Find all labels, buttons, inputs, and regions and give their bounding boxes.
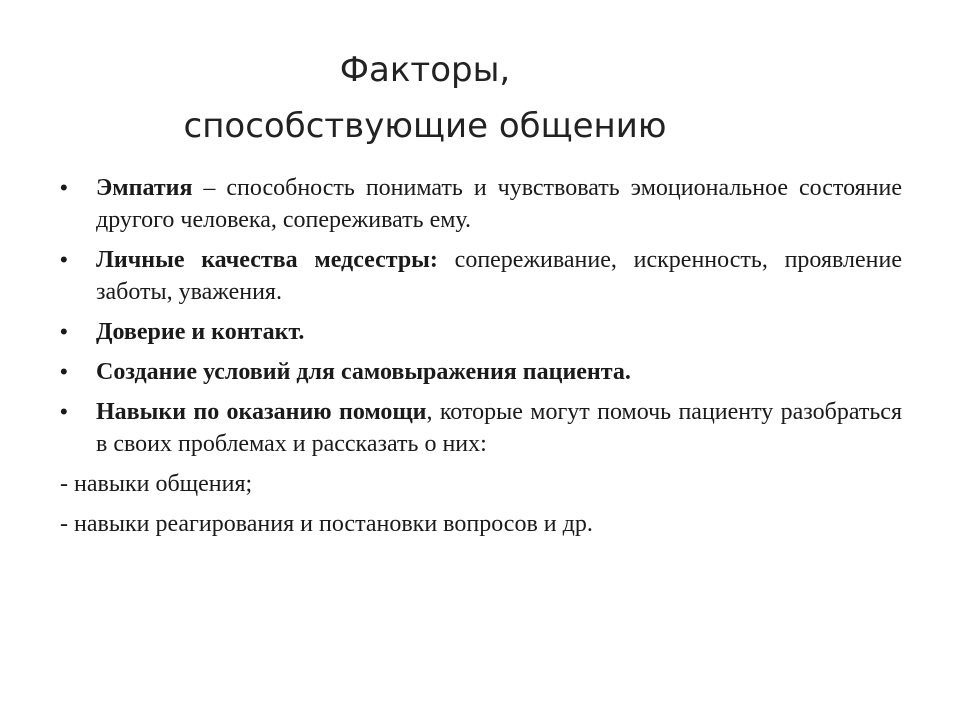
slide-title <box>0 42 850 154</box>
item-description: сопереживание, искренность, проявление заботы, уважения. <box>96 247 902 305</box>
slide-body <box>60 172 902 548</box>
bullet-icon: • <box>60 247 68 272</box>
factor-list <box>60 172 902 460</box>
list-item <box>60 172 902 236</box>
slide-title-line-1: Факторы, <box>339 50 511 90</box>
bullet-icon: • <box>60 319 68 344</box>
list-item <box>60 316 902 348</box>
item-description: – способность понимать и чувствовать эмоциональное состояние другого человека, сопереживать ему. <box>96 175 902 233</box>
sub-point-line: - навыки реагирования и постановки вопросов и др. <box>60 511 593 537</box>
list-item <box>60 396 902 460</box>
item-description: , которые могут помочь пациенту разобраться в своих проблемах и рассказать о них: <box>96 399 903 457</box>
item-term: Личные качества медсестры: <box>96 247 438 273</box>
bullet-icon: • <box>60 175 68 200</box>
slide-title-line-2: способствующие общению <box>183 106 667 146</box>
item-term: Эмпатия <box>96 175 193 201</box>
list-item <box>60 356 902 388</box>
item-term: Доверие и контакт. <box>96 319 305 345</box>
bullet-icon: • <box>60 359 68 384</box>
item-term: Навыки по оказанию помощи <box>96 399 427 425</box>
sub-point-line: - навыки общения; <box>60 471 253 497</box>
bullet-icon: • <box>60 399 68 424</box>
list-item <box>60 244 902 308</box>
item-term: Создание условий для самовыражения пациента. <box>96 359 631 385</box>
